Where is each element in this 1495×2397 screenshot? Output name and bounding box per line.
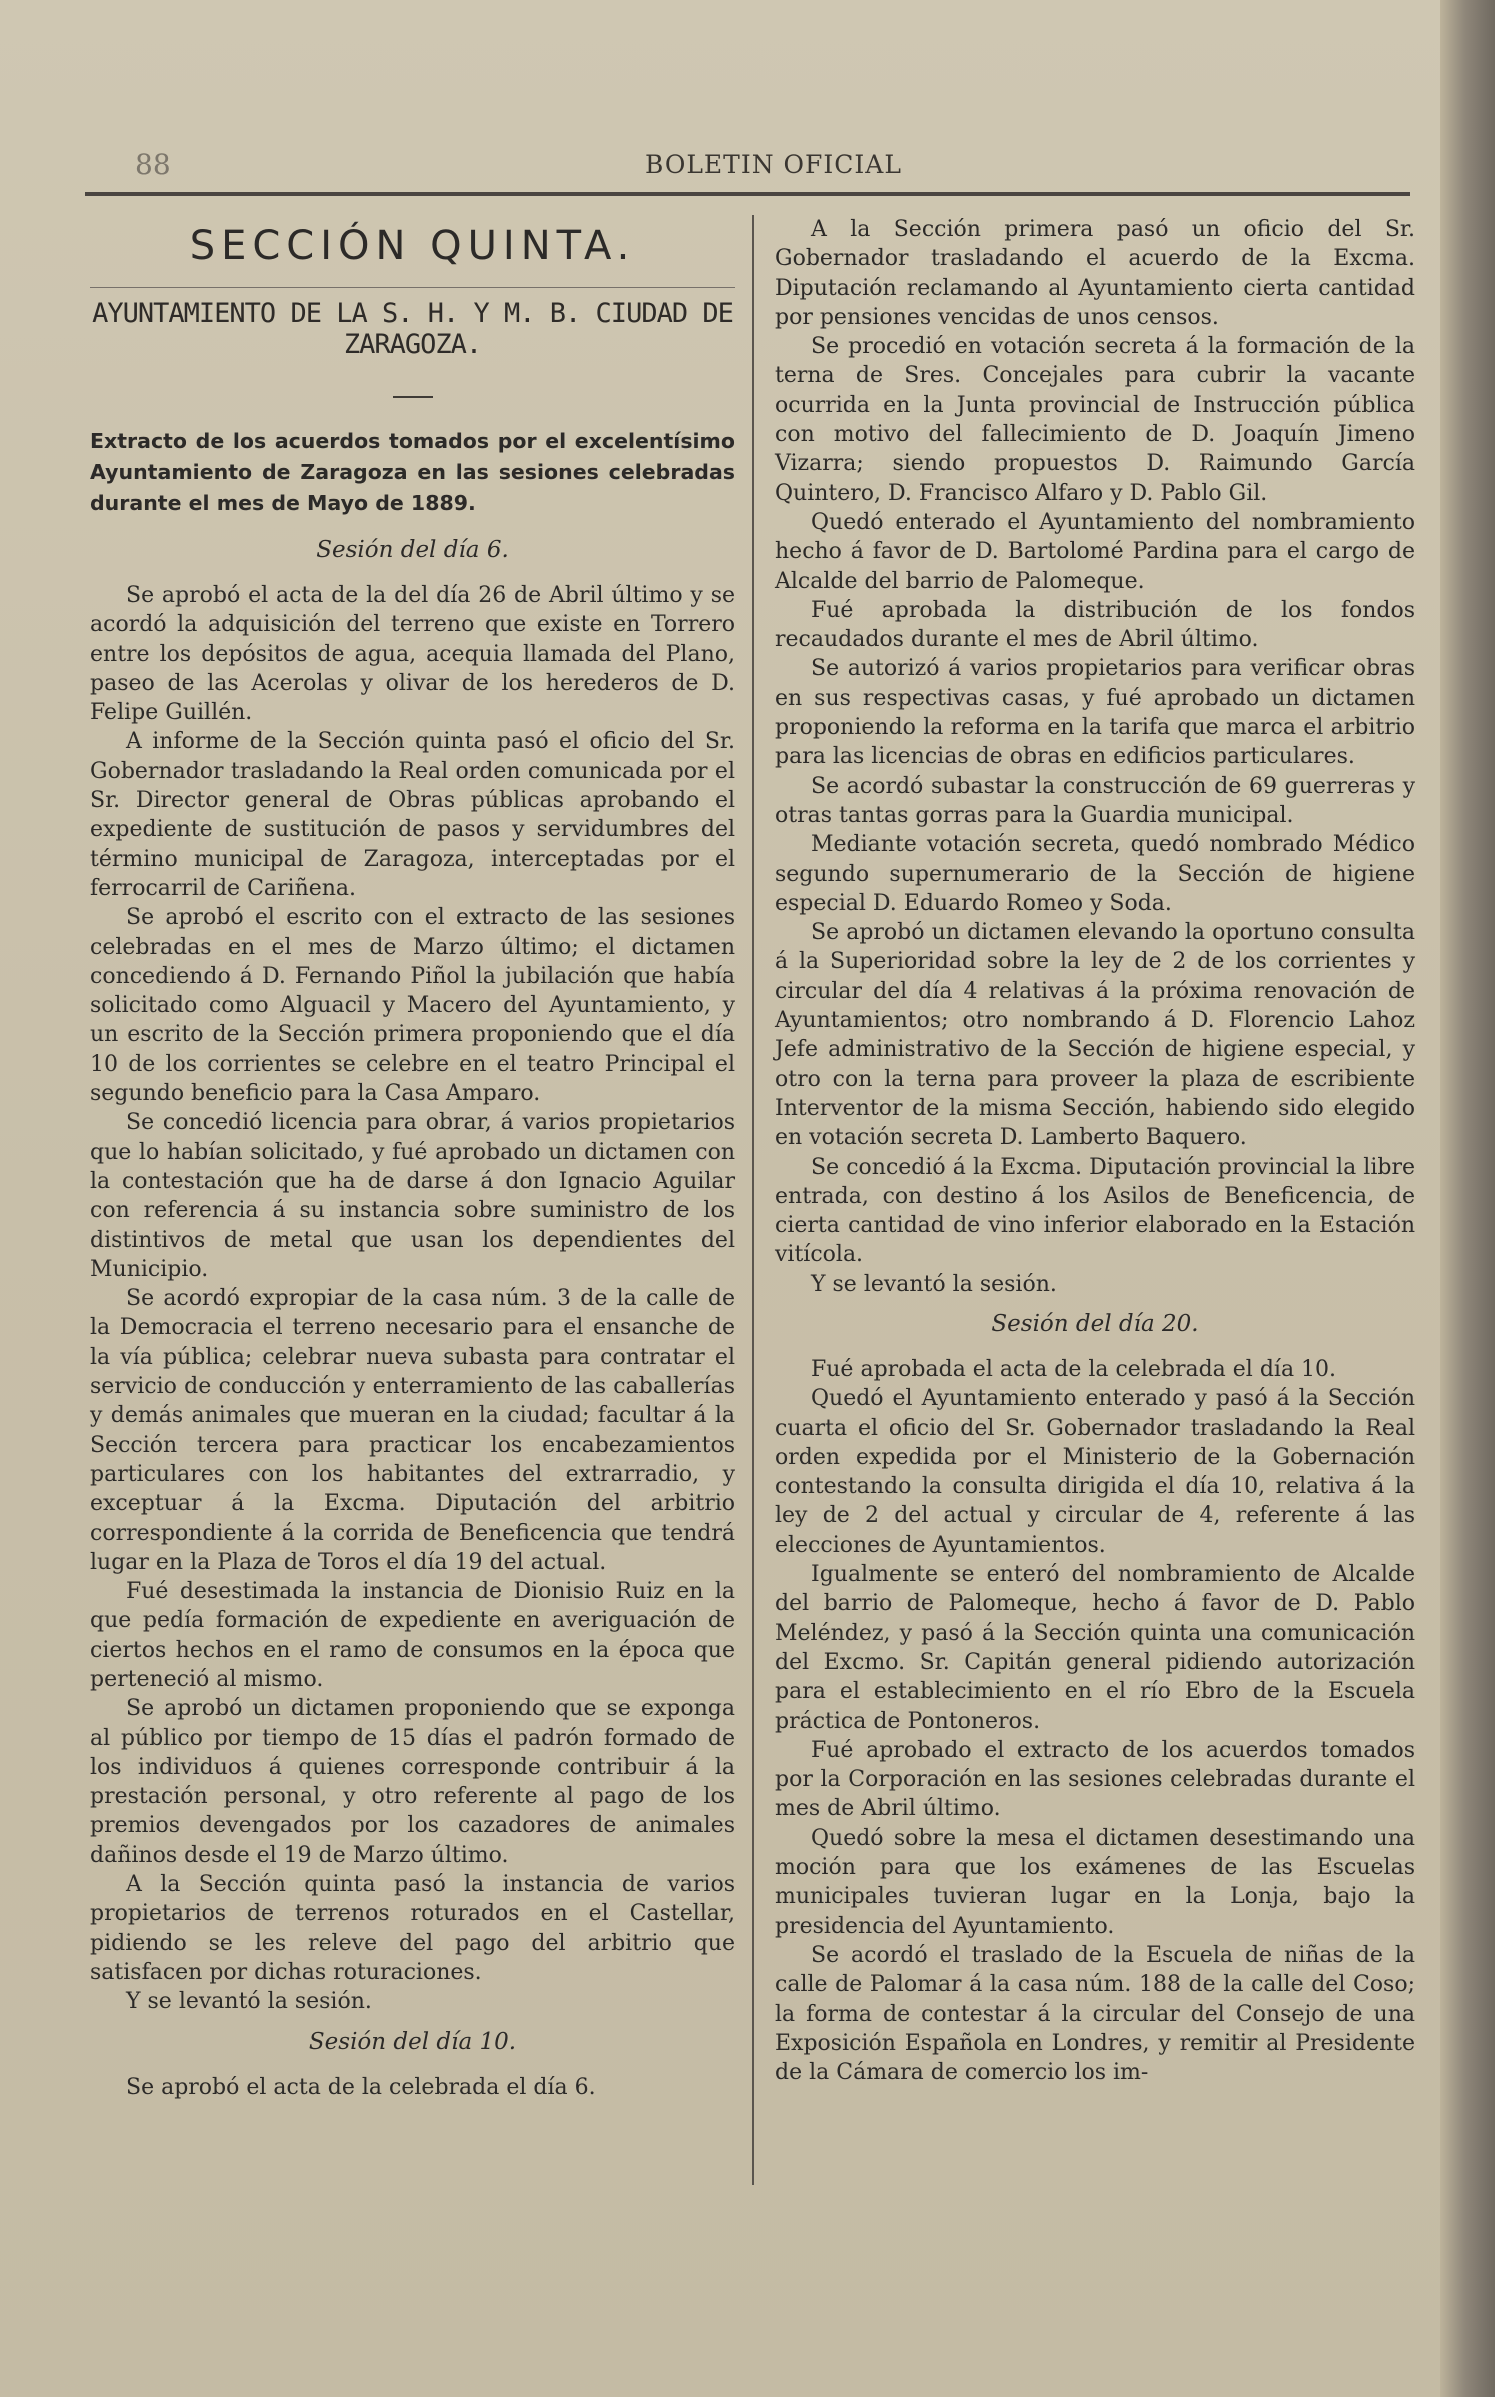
page-edge-shadow (1440, 0, 1495, 2397)
extract-summary: Extracto de los acuerdos tomados por el excelentísimo Ayuntamiento de Zaragoza en las sesiones celebradas durante el mes de Mayo de 1889. (90, 429, 735, 515)
paragraph: Quedó sobre la mesa el dictamen desestimando una moción para que los exámenes de las Escuelas municipales tuvieran lugar en la Lonja, bajo la presidencia del Ayuntamiento. (775, 1825, 1415, 1939)
paragraph: Y se levantó la sesión. (126, 1989, 372, 2015)
paragraph: A informe de la Sección quinta pasó el oficio del Sr. Gobernador trasladando la Real orden comunicada por el Sr. Director general de Obras públicas aprobando el expediente de sustitución de pasos y servidumbres del término municipal de Zaragoza, interceptadas por el ferrocarril de Cariñena. (90, 729, 735, 901)
paragraph: Se acordó el traslado de la Escuela de niñas de la calle de Palomar á la casa núm. 188 de la calle del Coso; la forma de contestar á la circular del Consejo de una Exposición Española en Londres, y remitir al Presidente de la Cámara de comercio los im- (775, 1942, 1415, 2086)
paragraph: Fué aprobada la distribución de los fondos recaudados durante el mes de Abril último. (775, 597, 1415, 653)
paragraph: Se acordó subastar la construcción de 69 guerreras y otras tantas gorras para la Guardia municipal. (775, 773, 1415, 828)
paragraph: Se autorizó á varios propietarios para verificar obras en sus respectivas casas, y fué aprobado un dictamen proponiendo la reforma en la tarifa que marca el arbitrio para las licencias de obras en edificios particulares. (775, 656, 1415, 770)
section-title: SECCIÓN QUINTA. (90, 223, 735, 288)
session-title-6: Sesión del día 6. (316, 537, 509, 563)
page-number: 88 (135, 148, 171, 181)
session-title-10: Sesión del día 10. (308, 2028, 517, 2055)
paragraph: Se concedió á la Excma. Diputación provincial la libre entrada, con destino á los Asilos de Beneficencia, de cierta cantidad de vino inferior elaborado en la Estación vitícola. (775, 1154, 1415, 1268)
paragraph: A la Sección primera pasó un oficio del Sr. Gobernador trasladando el acuerdo de la Excma. Diputación reclamando al Ayuntamiento cierta cantidad por pensiones vencidas de unos censos. (775, 217, 1415, 330)
left-column (90, 215, 735, 2102)
paragraph: Quedó el Ayuntamiento enterado y pasó á la Sección cuarta el oficio del Sr. Gobernador trasladando la Real orden expedida por el Ministerio de la Gobernación contestando la consulta dirigida el día 10, relativa á la ley de 2 del actual y circular de 4, referente á las elecciones de Ayuntamientos. (775, 1386, 1415, 1558)
right-column (775, 215, 1415, 2087)
paragraph: Se aprobó un dictamen proponiendo que se exponga al público por tiempo de 15 días el padrón formado de los individuos á quienes corresponde contribuir á la prestación personal, y otro referente al pago de los premios devengados por los cazadores de animales dañinos desde el 19 de Marzo último. (90, 1696, 735, 1868)
paragraph: Y se levantó la sesión. (811, 1271, 1057, 1297)
ayuntamiento-heading: AYUNTAMIENTO DE LA S. H. Y M. B. CIUDAD DE ZARAGOZA. (92, 298, 733, 360)
paragraph: Mediante votación secreta, quedó nombrado Médico segundo supernumerario de la Sección de higiene especial D. Eduardo Romeo y Soda. (775, 832, 1415, 916)
paragraph: Igualmente se enteró del nombramiento de Alcalde del barrio de Palomeque, hecho á favor de D. Pablo Meléndez, y pasó á la Sección quinta una comunicación del Excmo. Sr. Capitán general pidiendo autorización para el establecimiento en el río Ebro de la Escuela práctica de Pontoneros. (775, 1562, 1415, 1734)
paragraph: Se procedió en votación secreta á la formación de la terna de Sres. Concejales para cubrir la vacante ocurrida en la Junta provincial de Instrucción pública con motivo del fallecimiento de D. Joaquín Jimeno Vizarra; siendo propuestos D. Raimundo García Quintero, D. Francisco Alfaro y D. Pablo Gil. (775, 334, 1415, 506)
session-title-20: Sesión del día 20. (991, 1310, 1199, 1337)
paragraph: Se aprobó el escrito con el extracto de las sesiones celebradas en el mes de Marzo último; el dictamen concediendo á D. Fernando Piñol la jubilación que había solicitado como Alguacil y Macero del Ayuntamiento, y un escrito de la Sección primera proponiendo que el día 10 de los corrientes se celebre en el teatro Principal el segundo beneficio para la Casa Amparo. (90, 905, 735, 1107)
paragraph: Fué aprobado el extracto de los acuerdos tomados por la Corporación en las sesiones celebradas durante el mes de Abril último. (775, 1737, 1415, 1822)
paragraph: Se aprobó el acta de la celebrada el día 6. (126, 2074, 596, 2100)
paragraph: Quedó enterado el Ayuntamiento del nombramiento hecho á favor de D. Bartolomé Pardina para el cargo de Alcalde del barrio de Palomeque. (775, 509, 1415, 594)
publication-title: BOLETIN OFICIAL (645, 150, 902, 179)
paragraph: A la Sección quinta pasó la instancia de varios propietarios de terrenos roturados en el Castellar, pidiendo se les releve del pago del arbitrio que satisfacen por dichas roturaciones. (90, 1872, 735, 1985)
page-header (85, 140, 1410, 188)
paragraph: Se concedió licencia para obrar, á varios propietarios que lo habían solicitado, y fué aprobado un dictamen con la contestación que ha de darse á don Ignacio Aguilar con referencia á su instancia sobre suministro de los distintivos de metal que usan los dependientes del Municipio. (90, 1110, 735, 1282)
paragraph: Fué aprobada el acta de la celebrada el día 10. (811, 1356, 1337, 1382)
paragraph: Se acordó expropiar de la casa núm. 3 de la calle de la Democracia el terreno necesario para el ensanche de la vía pública; celebrar nueva subasta para contratar el servicio de conducción y enterramiento de las caballerías y demás animales que mueran en la ciudad; facultar á la Sección tercera para practicar los encabezamientos particulares con los habitantes del extrarradio, y exceptuar á la Excma. Diputación del arbitrio correspondiente á la corrida de Beneficencia que tendrá lugar en la Plaza de Toros el día 19 del actual. (90, 1286, 735, 1575)
paragraph: Se aprobó el acta de la del día 26 de Abril último y se acordó la adquisición del terreno que existe en Torrero entre los depósitos de agua, acequia llamada del Plano, paseo de las Acerolas y olivar de los herederos de D. Felipe Guillén. (90, 583, 735, 726)
header-rule (85, 192, 1410, 196)
column-divider (752, 215, 754, 2185)
separator-dash (393, 396, 433, 398)
paragraph: Fué desestimada la instancia de Dionisio Ruiz en la que pedía formación de expediente en averiguación de ciertos hechos en el ramo de consumos en la época que perteneció al mismo. (90, 1579, 735, 1692)
paragraph: Se aprobó un dictamen elevando la oportuno consulta á la Superioridad sobre la ley de 2 de los corrientes y circular del día 4 relativas á la próxima renovación de Ayuntamientos; otro nombrando á D. Florencio Lahoz Jefe administrativo de la Sección de higiene especial, y otro con la terna para proveer la plaza de escribiente Interventor de la misma Sección, habiendo sido elegido en votación secreta D. Lamberto Baquero. (775, 920, 1415, 1151)
